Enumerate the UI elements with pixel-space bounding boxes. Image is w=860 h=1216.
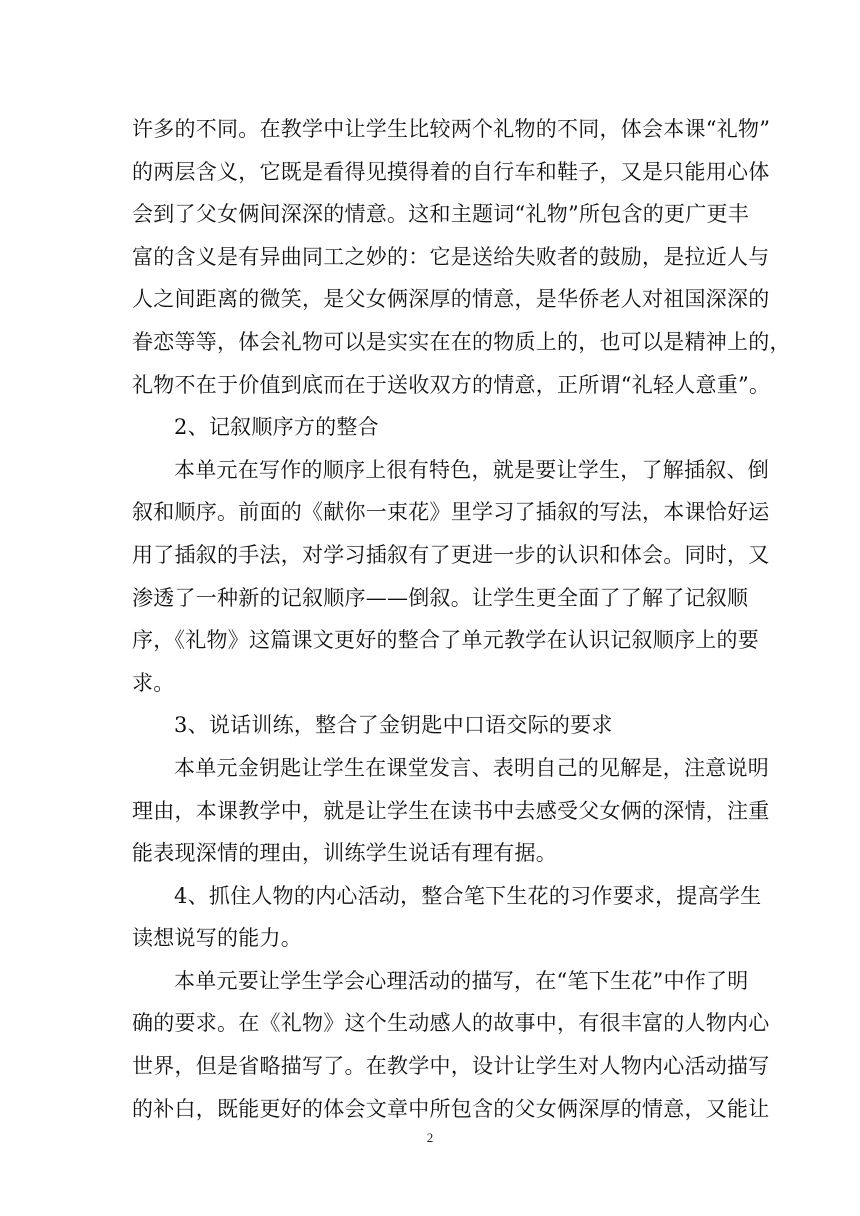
text-line: 叙和顺序。前面的《献你一束花》里学习了插叙的写法，本课恰好运 <box>132 500 770 525</box>
text-line: 眷恋等等，体会礼物可以是实实在在的物质上的，也可以是精神上的， <box>132 329 791 354</box>
text-line: 理由，本课教学中，就是让学生在读书中去感受父女俩的深情，注重 <box>132 798 770 823</box>
text-line: 会到了父女俩间深深的情意。这和主题词“礼物”所包含的更广更丰 <box>132 202 749 227</box>
section-heading: 2、记叙顺序方的整合 <box>174 415 379 440</box>
paragraph-start: 本单元要让学生学会心理活动的描写，在“笔下生花”中作了明 <box>174 968 749 993</box>
text-line: 用了插叙的手法，对学习插叙有了更进一步的认识和体会。同时，又 <box>132 542 770 567</box>
section-heading-continued: 读想说写的能力。 <box>132 926 302 951</box>
text-line: 世界，但是省略描写了。在教学中，设计让学生对人物内心活动描写 <box>132 1054 770 1079</box>
text-line: 人之间距离的微笑，是父女俩深厚的情意，是华侨老人对祖国深深的 <box>132 287 770 312</box>
text-line: 的补白，既能更好的体会文章中所包含的父女俩深厚的情意，又能让 <box>132 1096 770 1121</box>
section-heading: 4、抓住人物的内心活动，整合笔下生花的习作要求，提高学生 <box>174 883 762 908</box>
text-line: 能表现深情的理由，训练学生说话有理有据。 <box>132 841 557 866</box>
text-line: 礼物不在于价值到底而在于送收双方的情意，正所谓“礼轻人意重”。 <box>132 372 771 397</box>
paragraph-start: 本单元在写作的顺序上很有特色，就是要让学生，了解插叙、倒 <box>174 457 769 482</box>
text-line: 的两层含义，它既是看得见摸得着的自行车和鞋子，又是只能用心体 <box>132 159 770 184</box>
page-number: 2 <box>426 1130 434 1145</box>
section-heading: 3、说话训练，整合了金钥匙中口语交际的要求 <box>174 713 613 738</box>
text-line: 渗透了一种新的记叙顺序——倒叙。让学生更全面了了解了记叙顺 <box>132 585 749 610</box>
text-line: 序，《礼物》这篇课文更好的整合了单元教学在认识记叙顺序上的要 <box>132 628 759 653</box>
paragraph-start: 本单元金钥匙让学生在课堂发言、表明自己的见解是，注意说明 <box>174 755 769 780</box>
text-line: 许多的不同。在教学中让学生比较两个礼物的不同，体会本课“礼物” <box>132 117 771 141</box>
text-line: 富的含义是有异曲同工之妙的：它是送给失败者的鼓励，是拉近人与 <box>132 244 770 269</box>
body-text <box>132 108 791 1130</box>
text-line: 求。 <box>132 670 175 695</box>
text-line: 确的要求。在《礼物》这个生动感人的故事中，有很丰富的人物内心 <box>132 1011 770 1036</box>
